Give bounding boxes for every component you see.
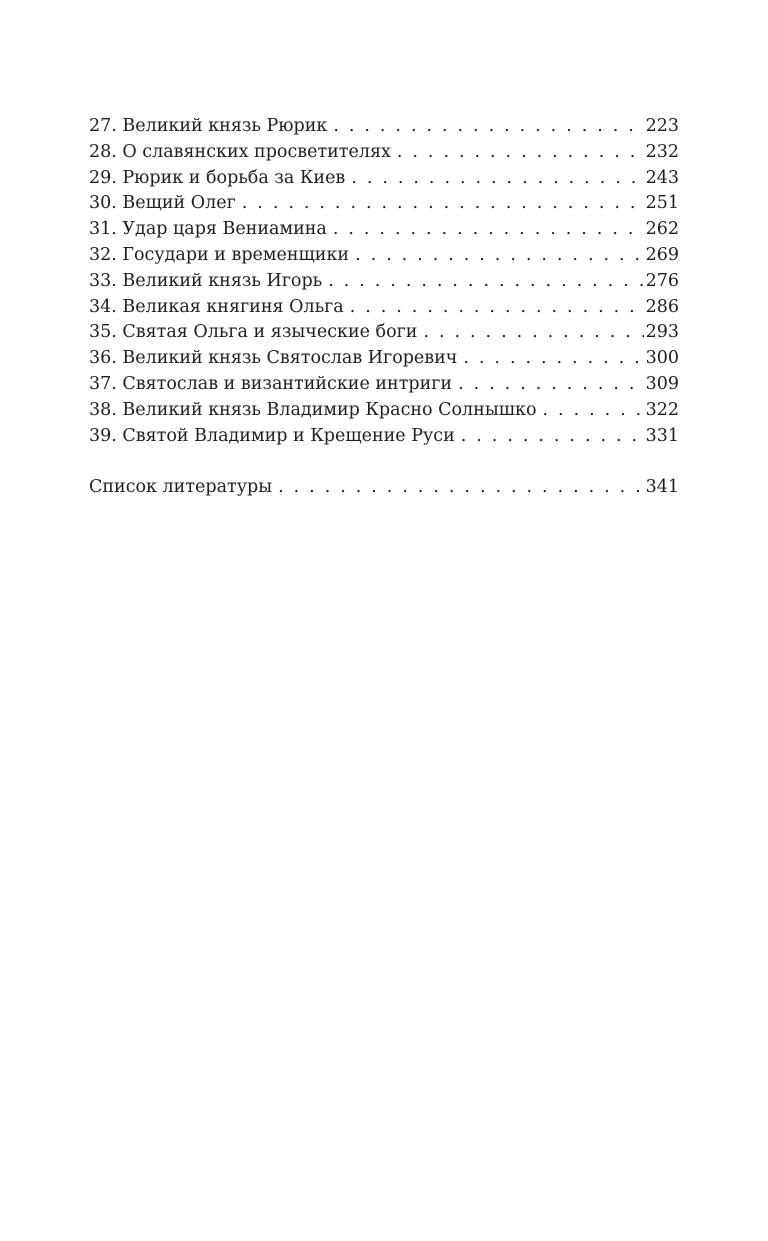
toc-entry-page: 341 <box>645 477 679 498</box>
dot-leader <box>423 320 643 346</box>
toc-entry-37 <box>89 372 679 398</box>
dot-leader <box>461 424 644 450</box>
toc-entry-36 <box>89 346 679 372</box>
dot-leader <box>463 346 643 372</box>
toc-entry-32 <box>89 243 679 269</box>
toc-entry-title: 29. Рюрик и борьба за Киев <box>89 167 346 188</box>
table-of-contents <box>89 114 679 501</box>
toc-entry-page: 251 <box>645 193 679 214</box>
toc-entry-title: 38. Великий князь Владимир Красно Солнышко <box>89 399 537 420</box>
toc-entry-title: 27. Великий князь Рюрик <box>89 116 328 136</box>
dot-leader <box>328 269 643 295</box>
dot-leader <box>397 140 644 166</box>
toc-entry-page: 331 <box>645 425 679 446</box>
dot-leader <box>333 114 643 140</box>
dot-leader <box>350 295 644 321</box>
toc-entry-title: 28. О славянских просветителях <box>89 141 391 162</box>
toc-entry-page: 309 <box>645 373 679 394</box>
toc-entry-title: 37. Святослав и византийские интриги <box>89 373 453 394</box>
toc-entry-title: 36. Великий князь Святослав Игоревич <box>89 348 458 369</box>
toc-entry-30 <box>89 191 679 217</box>
dot-leader <box>543 398 644 424</box>
toc-entry-29 <box>89 166 679 192</box>
toc-entry-title: 31. Удар царя Вениамина <box>89 219 327 240</box>
dot-leader <box>278 475 643 501</box>
toc-entry-34 <box>89 295 679 321</box>
toc-entry-page: 269 <box>645 244 679 265</box>
toc-entry-title: 34. Великая княгиня Ольга <box>89 296 344 317</box>
dot-leader <box>355 243 644 269</box>
toc-entry-27 <box>89 114 679 140</box>
toc-entry-title: 39. Святой Владимир и Крещение Руси <box>89 425 455 446</box>
toc-entry-33 <box>89 269 679 295</box>
toc-entry-title: Список литературы <box>89 477 273 498</box>
toc-entry-page: 276 <box>645 270 679 291</box>
toc-entry-page: 262 <box>645 219 679 240</box>
dot-leader <box>458 372 644 398</box>
toc-entry-39 <box>89 424 679 450</box>
toc-entry-page: 232 <box>645 141 679 162</box>
toc-entry-page: 243 <box>645 167 679 188</box>
toc-entry-title: 33. Великий князь Игорь <box>89 270 323 291</box>
toc-entry-38 <box>89 398 679 424</box>
toc-entry-28 <box>89 140 679 166</box>
dot-leader <box>351 166 643 192</box>
toc-entry-title: 30. Вещий Олег <box>89 193 236 214</box>
toc-entry-page: 293 <box>645 322 679 343</box>
dot-leader <box>242 191 644 217</box>
toc-entry-title: 35. Святая Ольга и языческие боги <box>89 322 418 343</box>
toc-entry-page: 286 <box>645 296 679 317</box>
toc-entry-page: 223 <box>645 116 679 136</box>
section-spacer <box>89 449 679 475</box>
dot-leader <box>333 217 644 243</box>
toc-entry-35 <box>89 320 679 346</box>
toc-entry-bibliography <box>89 475 679 501</box>
toc-entry-page: 300 <box>645 348 679 369</box>
toc-entry-31 <box>89 217 679 243</box>
toc-entry-title: 32. Государи и временщики <box>89 244 350 265</box>
toc-entry-page: 322 <box>645 399 679 420</box>
